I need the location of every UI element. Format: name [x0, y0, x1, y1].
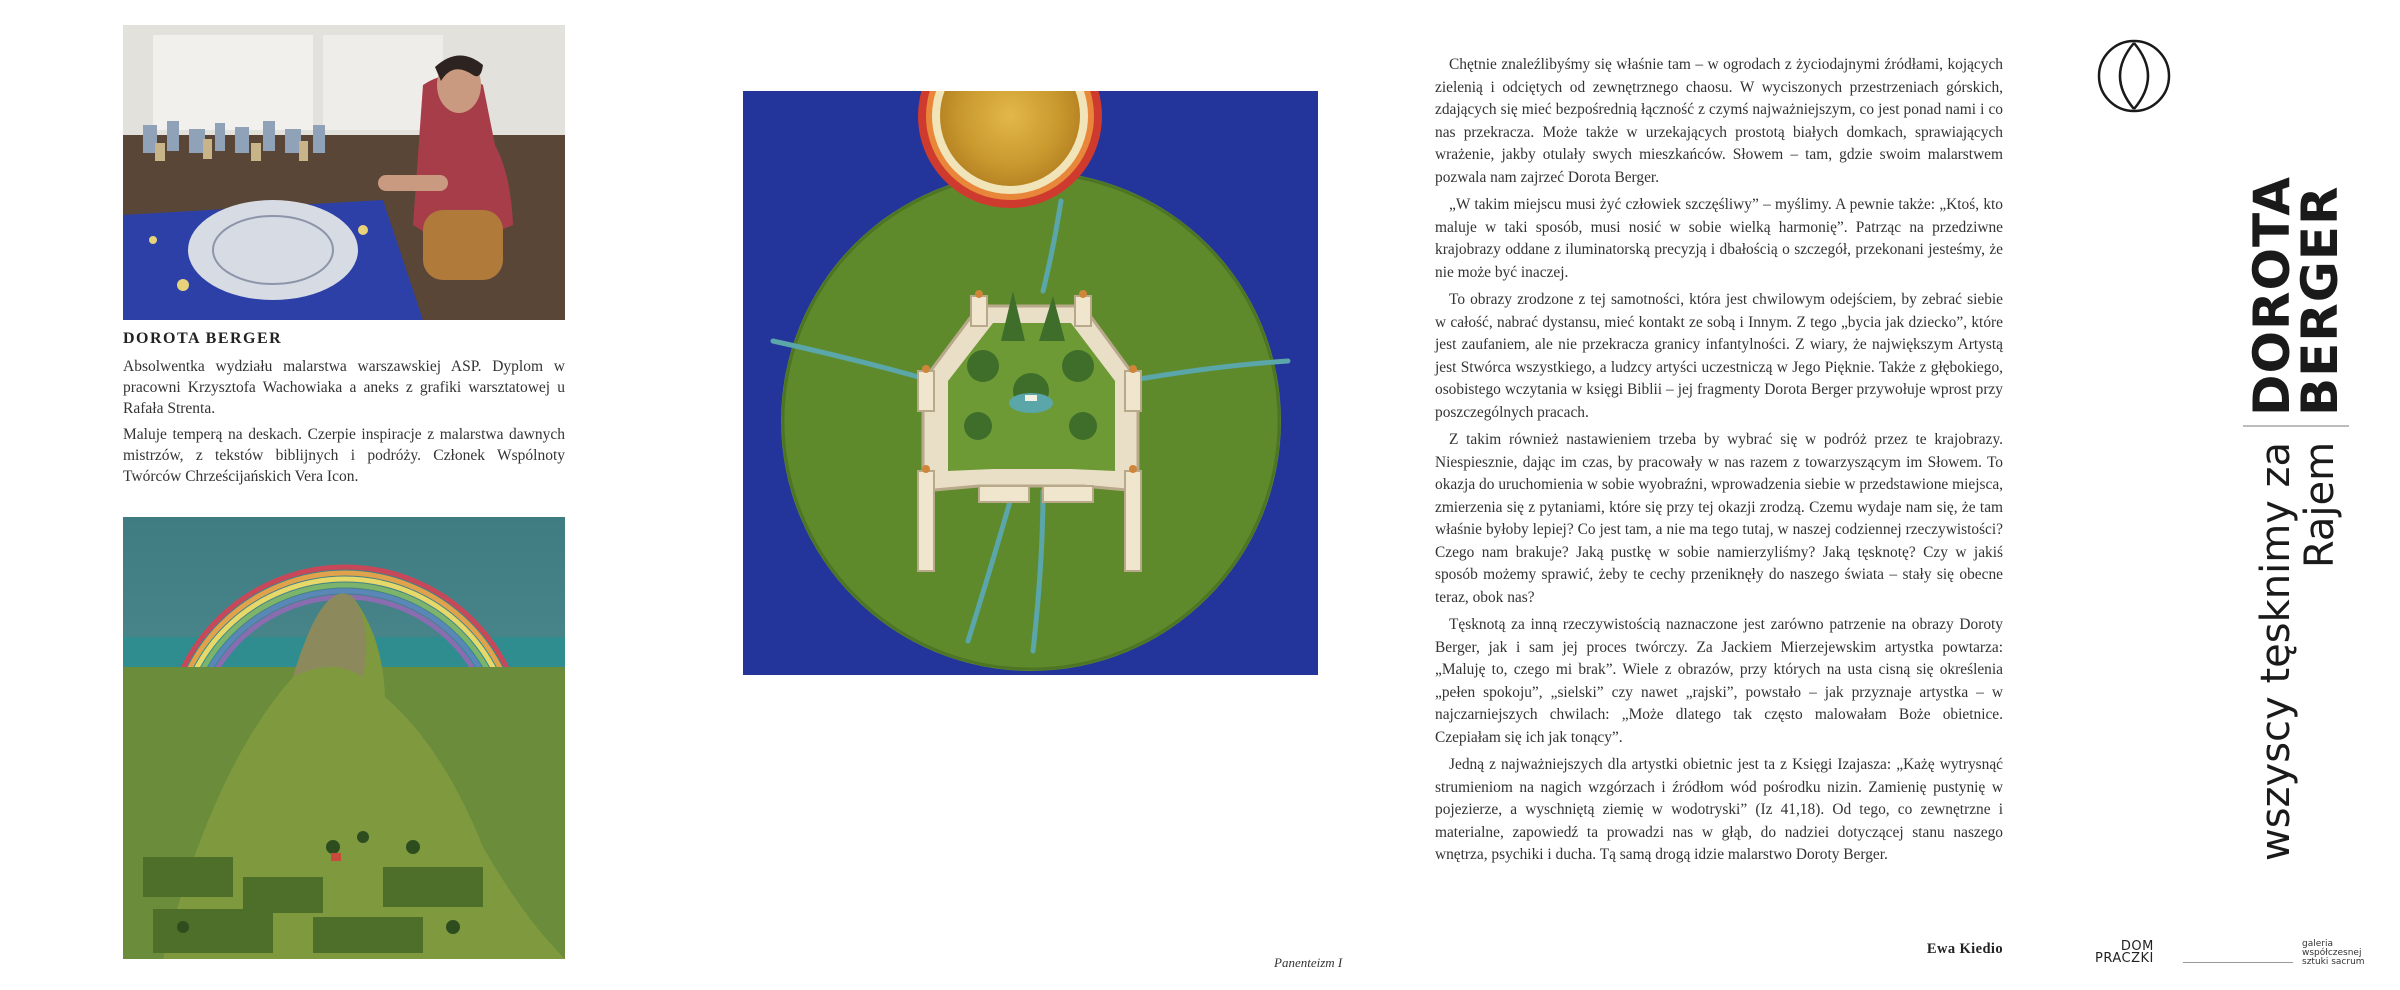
bio-paragraph: Absolwentka wydziału malarstwa warszawskiej ASP. Dyplom w pracowni Krzysztofa Wachowiaka a aneks z grafiki warsztatowej u Rafała Strenta. [123, 358, 565, 417]
painting-panenteizm [743, 91, 1318, 675]
essay-text [1435, 54, 2003, 872]
gallery-label [2302, 940, 2365, 967]
bio-name: DOROTA BERGER [123, 330, 283, 347]
painting-caption: Panenteizm I [1274, 955, 1343, 970]
gallery-line: sztuki sacrum [2302, 957, 2365, 967]
exhibition-artist-name: DOROTA BERGER [2243, 176, 2349, 416]
bio-paragraph: Maluje temperą na deskach. Czerpie inspiracje z malarstwa dawnych mistrzów, z tekstów biblijnych i podróży. Członek Wspólnoty Twórców Chrześcijańskich Vera Icon. [123, 426, 565, 485]
essay-paragraph: „W takim miejscu musi żyć człowiek szczęśliwy” – myślimy. A pewnie także: „Ktoś, kto maluje w taki sposób, musi nosić w sobie wielką harmonię”. Patrząc na przedziwne krajobrazy oddane z iluminatorską precyzją i dbałością o szczegół, przekonani jesteśmy, że nie może być inaczej. [1435, 196, 2003, 281]
essay-author: Ewa Kiedio [1926, 941, 2003, 957]
gallery-line: galeria [2302, 939, 2333, 949]
title-divider [2243, 425, 2349, 427]
footer-divider [2183, 962, 2293, 963]
brand-logo [2095, 941, 2154, 965]
essay-paragraph: Jedną z najważniejszych dla artystki obietnic jest ta z Księgi Izajasza: „Każę wytrysnąć strumieniom na nagich wzgórzach i źródłom wód pośrodku nizin. Zamienię pustynię w pojezierze, a wyschniętą ziemię w wodotryski” (Iz 41,18). Od tego, co zewnętrzne i materialne, zapowiedź ta prowadzi nas w głąb, do nadziei dotyczącej stanu naszego wnętrza, psychiki i ducha. Tą samą drogą idzie malarstwo Doroty Berger. [1435, 756, 2003, 863]
gallery-line: współczesnej [2302, 948, 2362, 958]
essay-paragraph: Tęsknotą za inną rzeczywistością naznaczone jest zarówno patrzenie na obrazy Doroty Berger, jak i sam jej proces twórczy. Za Jackiem Mierzejewskim artystka powtarza: „Maluję to, czego mi brak”. Wiele z obrazów, przy których na usta cisną się określenia „pełen spokoju”, „sielski” czy nawet „rajski”, powstało – jak przyznaje artystka – w najczarniejszych chwilach: „Może dlatego tak często malowałam Boże obietnice. Czepiałam się ich jak tonący”. [1435, 616, 2003, 746]
essay-paragraph: To obrazy zrodzone z tej samotności, która jest chwilowym odejściem, by zebrać siebie w całość, nabrać dystansu, mieć kontakt ze sobą i Innym. Z tego „bycia jak dziecko”, które jest zaufaniem, ale nie przekracza granicy infantylności. Z wiary, że największym Artystą jest Stwórca wszystkiego, a ludzcy artyści uczestniczą w Jego Pięknie. Także z głębokiego, osobistego wczytania w księgi Biblii – jej fragmenty Dorota Berger przywołuje wprost przy poszczególnych pracach. [1435, 291, 2003, 421]
logo-icon [2096, 38, 2172, 114]
artist-photo [123, 25, 565, 320]
painting-rainbow [123, 517, 565, 959]
brand-line: PRACZKI [2095, 951, 2154, 966]
essay-paragraph: Chętnie znaleźlibyśmy się właśnie tam – w ogrodach z życiodajnymi źródłami, kojących zielenią i odciętych od zewnętrznego chaosu. W wyciszonych przestrzeniach górskich, zdających się mieć bezpośrednią łączność z czymś najważniejszym, co jest ponad nami i co nas przekracza. Może także w urzekających prostotą białych domkach, sprawiających wrażenie, jakby otulały swych mieszkańców. Słowem – tam, gdzie swoim malarstwem pozwala nam zajrzeć Dorota Berger. [1435, 56, 2003, 186]
exhibition-subtitle: wszyscy tęsknimy za Rajem [2253, 442, 2343, 862]
brand-line: DOM [2120, 939, 2154, 954]
bio-text [123, 356, 565, 492]
essay-paragraph: Z takim również nastawieniem trzeba by wybrać się w podróż przez te krajobrazy. Niespiesznie, dając im czas, by pracowały w nas razem z towarzyszącym im Słowem. To okazja do uruchomienia w sobie wyobraźni, wprowadzenia siebie w przedstawione miejsca, zmierzenia się z pytaniami, które się przy tej okazji zrodzą. Czemu wydaje nam się, że tam właśnie byłoby lepiej? Co jest tam, a nie ma tego tutaj, w naszej codziennej rzeczywistości? Czego nam brakuje? Jaką pustkę w sobie namierzyliśmy? Jaką tęsknotę? Czy w jakiś sposób możemy sprawić, żeby te cechy przeniknęły do naszego świata – stały się obecne teraz, obok nas? [1435, 431, 2003, 606]
